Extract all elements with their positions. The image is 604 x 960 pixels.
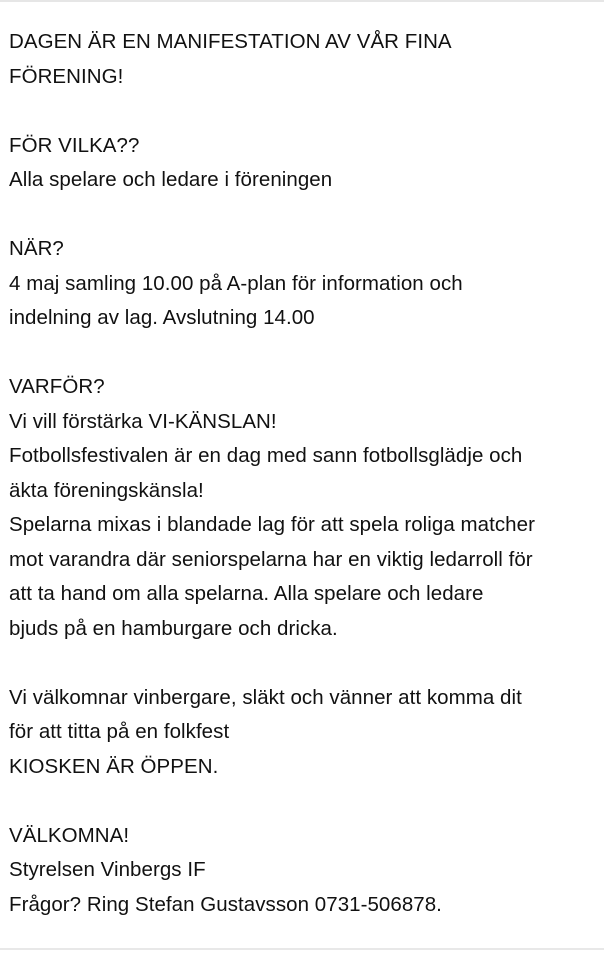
why-text-line: äkta föreningskänsla! <box>9 478 204 502</box>
why-text-line: bjuds på en hamburgare och dricka. <box>9 616 338 640</box>
kiosk-notice: KIOSKEN ÄR ÖPPEN. <box>9 754 219 778</box>
bottom-divider <box>0 948 604 950</box>
top-divider <box>0 0 604 2</box>
why-text-line: Fotbollsfestivalen är en dag med sann fotbollsglädje och <box>9 444 523 467</box>
why-text-line: Vi vill förstärka VI-KÄNSLAN! <box>9 409 277 433</box>
blank-line <box>9 336 595 371</box>
blank-line <box>9 784 595 819</box>
blank-line <box>9 198 595 233</box>
when-heading: NÄR? <box>9 237 64 260</box>
when-text-line: indelning av lag. Avslutning 14.00 <box>9 306 315 329</box>
signature: Styrelsen Vinbergs IF <box>9 858 206 881</box>
post-body <box>9 25 595 922</box>
why-text-line: Spelarna mixas i blandade lag för att spela roliga matcher <box>9 513 535 536</box>
who-text: Alla spelare och ledare i föreningen <box>9 168 333 191</box>
invite-text-line: Vi välkomnar vinbergare, släkt och vänner att komma dit <box>9 685 522 709</box>
contact-info: Frågor? Ring Stefan Gustavsson 0731-506878. <box>9 892 442 916</box>
why-heading: VARFÖR? <box>9 375 105 398</box>
closing-greeting: VÄLKOMNA! <box>9 823 130 847</box>
invite-text-line: för att titta på en folkfest <box>9 720 230 743</box>
headline-line: FÖRENING! <box>9 64 124 88</box>
blank-line <box>9 646 595 681</box>
headline-line: DAGEN ÄR EN MANIFESTATION AV VÅR FINA <box>9 30 452 53</box>
why-text-line: att ta hand om alla spelarna. Alla spelare och ledare <box>9 582 484 605</box>
blank-line <box>9 94 595 129</box>
why-text-line: mot varandra där seniorspelarna har en viktig ledarroll för <box>9 547 533 571</box>
when-text-line: 4 maj samling 10.00 på A-plan för information och <box>9 271 463 295</box>
who-heading: FÖR VILKA?? <box>9 133 140 157</box>
